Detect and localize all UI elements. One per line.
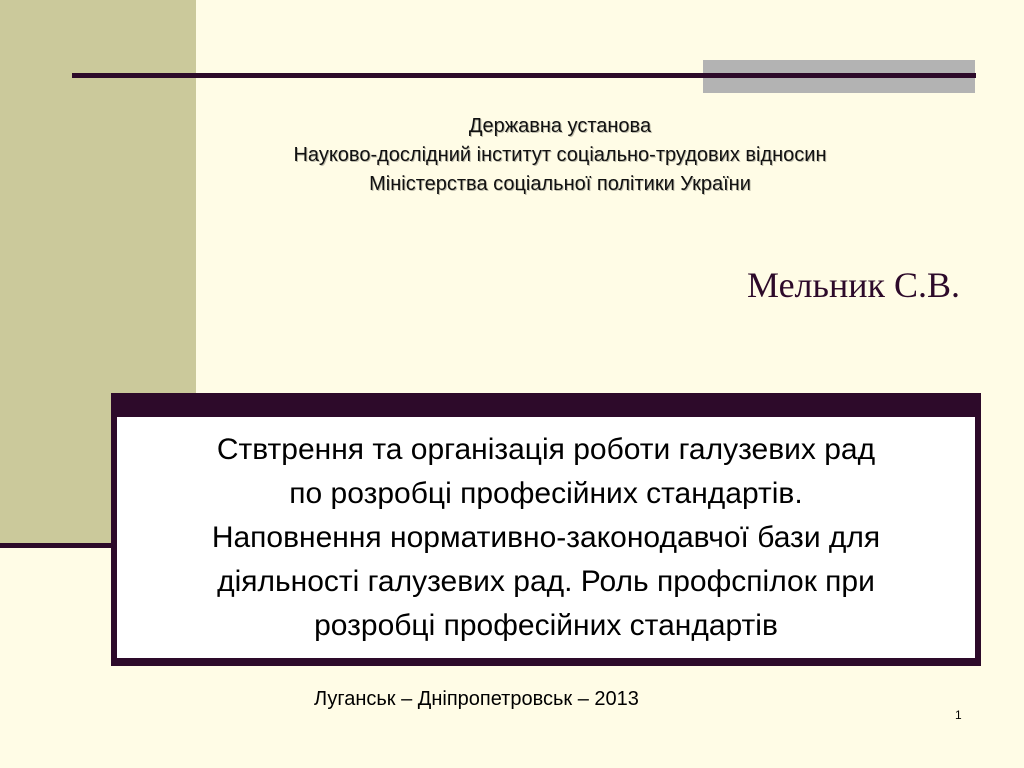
title-text-area <box>117 417 975 658</box>
institution-line-1: Державна установа <box>468 115 652 137</box>
institution-line-2: Науково-дослідний інститут соціально-трудових відносин <box>293 144 827 166</box>
title-line-2: по розробці професійних стандартів. <box>289 476 803 510</box>
page-number: 1 <box>955 708 962 722</box>
title-line-5: розробці професійних стандартів <box>314 608 778 642</box>
footer-place-year: Луганськ – Дніпропетровськ – 2013 <box>314 688 639 710</box>
title-line-1: Ствтрення та організація роботи галузевих рад <box>216 432 876 466</box>
institution-heading <box>170 112 950 199</box>
title-line-4: діяльності галузевих рад. Роль профспілок при <box>217 564 875 598</box>
author-name: Мельник С.В. <box>747 265 960 305</box>
title-line-3: Наповнення нормативно-законодавчої бази для <box>211 520 881 554</box>
title-box <box>111 393 981 666</box>
institution-line-3: Міністерства соціальної політики України <box>369 173 751 195</box>
top-divider-line-overlay <box>703 73 976 78</box>
left-band-divider <box>0 543 112 548</box>
